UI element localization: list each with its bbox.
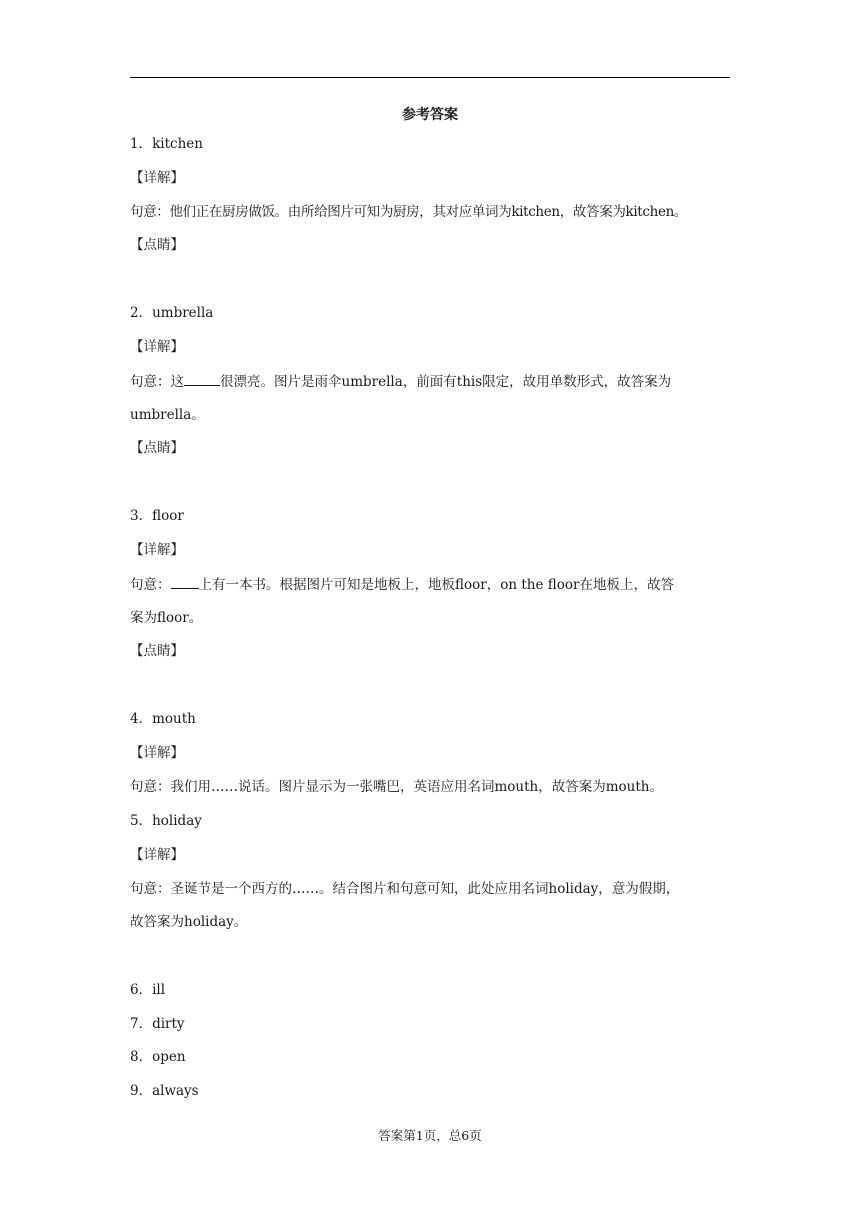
detail-label-5: 【详解】	[130, 847, 184, 863]
explanation-2	[130, 371, 730, 392]
explanation-3-post: 上有一本书。根据图片可知是地板上，地板floor，on the floor在地板上，故答	[198, 577, 674, 593]
explanation-4: 句意：我们用……说话。图片显示为一张嘴巴，英语应用名词mouth，故答案为mouth。	[130, 779, 663, 795]
tip-label-1: 【点睛】	[130, 237, 184, 253]
answer-heading-9: 9．always	[130, 1083, 199, 1099]
explanation-1: 句意：他们正在厨房做饭。由所给图片可知为厨房，其对应单词为kitchen，故答案为kitchen。	[130, 204, 688, 220]
tip-label-3: 【点睛】	[130, 643, 184, 659]
explanation-3-pre: 句意：	[130, 577, 171, 593]
answer-heading-1: 1．kitchen	[130, 136, 203, 152]
answer-heading-3: 3．floor	[130, 508, 184, 524]
explanation-3	[130, 574, 730, 595]
explanation-5-line2: 故答案为holiday。	[130, 914, 248, 930]
detail-label-1: 【详解】	[130, 170, 184, 186]
answer-heading-5: 5．holiday	[130, 813, 202, 829]
explanation-3-line2: 案为floor。	[130, 610, 203, 626]
explanation-2-pre: 句意：这	[130, 374, 184, 390]
answer-blank	[184, 371, 220, 386]
answer-heading-4: 4．mouth	[130, 711, 196, 727]
answer-heading-8: 8．open	[130, 1049, 186, 1065]
detail-label-3: 【详解】	[130, 542, 184, 558]
explanation-2-line2: umbrella。	[130, 407, 205, 423]
detail-label-4: 【详解】	[130, 745, 184, 761]
page-footer: 答案第1页，总6页	[378, 1128, 482, 1143]
explanation-2-post: 很漂亮。图片是雨伞umbrella，前面有this限定，故用单数形式，故答案为	[220, 374, 672, 390]
explanation-5: 句意：圣诞节是一个西方的……。结合图片和句意可知，此处应用名词holiday，意为假期，	[130, 881, 680, 897]
answer-heading-2: 2．umbrella	[130, 305, 214, 321]
tip-label-2: 【点睛】	[130, 440, 184, 456]
answer-blank	[171, 574, 199, 589]
answer-heading-7: 7．dirty	[130, 1016, 185, 1032]
detail-label-2: 【详解】	[130, 339, 184, 355]
page-title: 参考答案	[402, 107, 458, 123]
header-rule	[130, 77, 730, 78]
answer-heading-6: 6．ill	[130, 982, 166, 998]
